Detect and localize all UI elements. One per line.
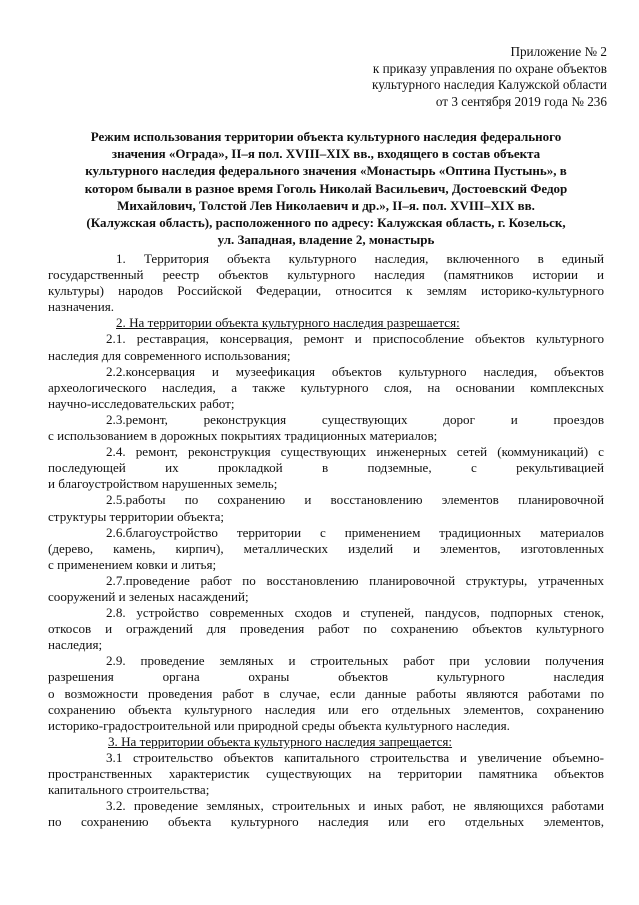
- header-line: к приказу управления по охране объектов: [372, 60, 607, 76]
- text-line: откосов и ограждений для проведения работ по сохранению объектов культурного: [48, 621, 604, 637]
- text-line: структуры территории объекта;: [48, 508, 225, 524]
- text-line: о возможности проведения работ в случае, если данные работы являются работами по: [48, 685, 604, 701]
- text-line: 2.9. проведение земляных и строительных работ при условии получения: [106, 653, 604, 669]
- section-3-heading: 3. На территории объекта культурного наследия запрещается:: [108, 733, 453, 749]
- section-2-heading: 2. На территории объекта культурного наследия разрешается:: [116, 315, 460, 331]
- paragraph-2-3: [48, 412, 604, 444]
- text-line: 3.2. проведение земляных, строительных и иных работ, не являющихся работами: [106, 798, 604, 814]
- text-line: сооружений и зеленых насаждений;: [48, 588, 249, 604]
- text-line: 1. Территория объекта культурного наследия, включенного в единый: [116, 251, 604, 266]
- text-line: назначения.: [48, 299, 114, 315]
- paragraph-2-8: [48, 605, 604, 653]
- header-line: культурного наследия Калужской области: [372, 77, 607, 92]
- text-line: с использованием в дорожных покрытиях традиционных материалов;: [48, 428, 438, 444]
- paragraph-2-7: [48, 573, 604, 605]
- text-line: 2.2.консервация и музеефикация объектов культурного наследия, объектов: [106, 363, 604, 379]
- text-line: 2.4. ремонт, реконструкция существующих инженерных сетей (коммуникаций) с: [106, 444, 604, 460]
- text-line: 2.3.ремонт, реконструкция существующих дорог и проездов: [106, 411, 604, 427]
- title-line: Михайлович, Толстой Лев Николаевич и др.», II–я. пол. XVIII–XIX вв.: [117, 197, 535, 213]
- header-line: от 3 сентября 2019 года № 236: [435, 93, 607, 109]
- text-line: (дерево, камень, кирпич), металлических изделий и элементов, изготовленных: [48, 540, 604, 556]
- title-line: (Калужская область), расположенного по адресу: Калужская область, г. Козельск,: [86, 215, 566, 231]
- text-line: 2.6.благоустройство территории с применением традиционных материалов: [106, 524, 604, 540]
- text-line: пространственных характеристик существующих на территории памятника объектов: [48, 766, 604, 781]
- text-line: 2.5.работы по сохранению и восстановлению элементов планировочной: [106, 492, 604, 508]
- title-line: котором бывали в разное время Гоголь Николай Васильевич, Достоевский Федор: [84, 180, 568, 196]
- paragraph-2-9: [48, 653, 604, 733]
- text-line: сохранению объекта культурного наследия или его отдельных элементов, сохранению: [48, 701, 604, 717]
- document-title: [52, 128, 600, 248]
- text-line: 3.1 строительство объектов капитального строительства и увеличение объемно-: [106, 749, 604, 765]
- title-line: значения «Ограда», II–я пол. XVIII–XIX вв., входящего в состав объекта: [111, 146, 541, 162]
- text-line: наследия для современного использования;: [48, 347, 291, 363]
- paragraph-2-5: [48, 492, 604, 524]
- title-line: Режим использования территории объекта культурного наследия федерального: [90, 129, 562, 144]
- text-line: 2.7.проведение работ по восстановлению планировочной структуры, утраченных: [106, 572, 604, 588]
- header-line: Приложение № 2: [510, 44, 607, 59]
- paragraph-1: [48, 251, 604, 315]
- text-line: 2.8. устройство современных сходов и ступеней, пандусов, подпорных стенок,: [106, 605, 604, 621]
- text-line: и благоустройством нарушенных земель;: [48, 476, 278, 492]
- text-line: культуры) народов Российской Федерации, относится к землям историко-культурного: [48, 283, 604, 299]
- text-line: государственный реестр объектов культурного наследия (памятников истории и: [48, 267, 604, 283]
- text-line: по сохранению объекта культурного наследия или его отдельных элементов,: [48, 814, 604, 830]
- text-line: капитального строительства;: [48, 782, 210, 798]
- paragraph-3-1: [48, 750, 604, 798]
- document-body: [48, 251, 604, 830]
- title-line: культурного наследия федерального значения «Монастырь «Оптина Пустынь», в: [85, 163, 567, 179]
- text-line: историко-градостроительной или природной среды объекта культурного наследия.: [48, 717, 510, 733]
- text-line: археологического наследия, а также культурного слоя, на основании комплексных: [48, 379, 604, 395]
- paragraph-2-2: [48, 364, 604, 412]
- appendix-header: [307, 44, 607, 110]
- text-line: с применением ковки и литья;: [48, 556, 217, 572]
- text-line: наследия;: [48, 637, 103, 653]
- paragraph-2-6: [48, 525, 604, 573]
- text-line: разрешения органа охраны объектов культурного наследия: [48, 669, 604, 685]
- text-line: научно-исследовательских работ;: [48, 395, 235, 411]
- title-line: ул. Западная, владение 2, монастырь: [217, 232, 435, 248]
- paragraph-2-4: [48, 444, 604, 492]
- paragraph-2-1: [48, 331, 604, 363]
- text-line: 2.1. реставрация, консервация, ремонт и приспособление объектов культурного: [106, 331, 604, 347]
- text-line: последующей их прокладкой в подземные, с рекультивацией: [48, 460, 604, 476]
- paragraph-3-2: [48, 798, 604, 830]
